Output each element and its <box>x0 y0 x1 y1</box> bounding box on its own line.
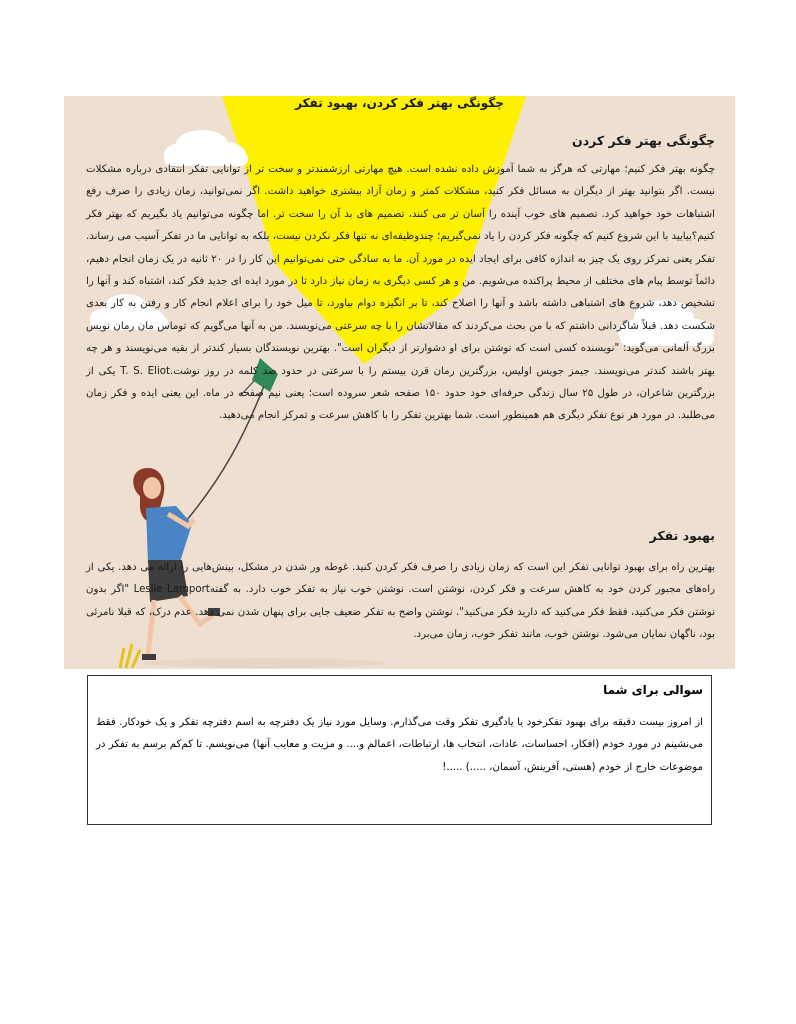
article-panel <box>64 96 735 669</box>
article-text <box>64 96 735 669</box>
question-heading: سوالی برای شما <box>603 683 703 697</box>
page-title: چگونگی بهتر فکر کردن، بهبود تفکر <box>295 96 504 110</box>
question-paragraph: از امروز بیست دقیقه برای بهبود تفکرخود یا یادگیری تفکر وقت می‌گذارم. وسایل مورد نیاز یک دفترچه به اسم دفترچه تفکر و یک خودکار. فقط می‌نشینم در مورد خودم (افکار، احساسات، عادات، انتخاب ها، ارتباطات، اعمالم و.... و مزیت و معایب آنها) می‌نویسم. تا کم‌کم برسم به تفکر در موضوعات خارج از خودم (هستی، آفرینش، آسمان، .....) .....! <box>96 717 703 773</box>
question-box <box>87 675 712 825</box>
section-heading: بهبود تفکر <box>649 528 715 543</box>
section-paragraph: چگونه بهتر فکر کنیم؛ مهارتی که هرگز به شما آموزش داده نشده است. هیچ مهارتی ارزشمندتر و سخت تر از توانایی تفکر انتقادی درباره مشکلات نیست. اگر بتوانید بهتر از دیگران به مسائل فکر کنید، مشکلات کمتر و زمان آزاد بیشتری خواهید داشت. اگر نمی‌توانید، زمان زیادی را صرف رفع اشتباهات خود خواهید کرد. تصمیم های خوب آینده را آسان تر می کنند، تصمیم های بد آن را سخت تر. اما چگونه می‌توانیم یاد بگیریم که بهتر فکر کنیم؟بیایید با این شروع کنیم که چگونه فکر کردن را یاد نمی‌گیریم؛ چندوظیفه‌ای نه تنها فکر نکردن نیست، بلکه به توانایی ما در تفکر آسیب می رساند. تفکر یعنی تمرکز روی یک چیز به اندازه کافی برای ایجاد ایده در مورد آن. ما به سادگی حتی نمی‌توانیم این کار را در ۲۰ ثانیه در یک زمان انجام دهیم، دائماً توسط پیام های مختلف از محیط پراکنده می‌شویم. من و هر کسی دیگری به زمان نیاز دارد تا در مورد ایده ای جدید فکر کند، اشتباه کند و آنها را تشخیص دهد، شروع های اشتباهی داشته باشد و آنها را اصلاح کند، تا بر انگیزه دوام بیاورد، تا میل خود را برای اعلام انجام کار و رفتن به کار بعدی شکست دهد. قبلاً شاگردانی داشتم که با من بحث می‌کردند که مقالاتشان را با چه سرعتی می‌نویسند. من به آنها می‌گویم که توماس مان رمان نویس بزرگ آلمانی می‌گوید: "نویسنده کسی است که نوشتن برای او دشوارتر از دیگران است". بهترین نویسندگان بسیار کندتر از بقیه می‌نویسند و هر چه بهتر باشند کندتر می‌نویسند. جیمز جویس اولیس، بزرگترین رمان قرن بیستم را با سرعتی در حدود صد کلمه در روز نوشت.T. S. Eliot یکی از بزرگترین شاعران، در طول ۲۵ سال زندگی حرفه‌ای خود حدود ۱۵۰ صفحه شعر سروده است؛ یعنی نیم صفحه در ماه. این یعنی ایده و فکر زمان می‌طلبد. در مورد هر نوع تفکر دیگری هم همینطور است. شما بهترین تفکر را با کاهش سرعت و تمرکز انجام می‌دهید. <box>86 164 716 422</box>
section-paragraph: بهترین راه برای بهبود توانایی تفکر این است که زمان زیادی را صرف فکر کردن کنید. غوطه ور شدن در مشکل، بینش‌هایی را ارائه می دهد. یکی از راه‌های مجبور کردن خود به کاهش سرعت و فکر کردن، نوشتن است. نوشتن خوب نیاز به تفکر خوب دارد. به گفتهLeslie Lamport "اگر بدون نوشتن فکر می‌کنید، فقط فکر می‌کنید که دارید فکر می‌کنید". نوشتن واضح به تفکر ضعیف جایی برای پنهان شدن نمی دهد. عدم درک، که قبلا نامرئی بود، ناگهان نمایان می‌شود. نوشتن خوب، مانند تفکر خوب، زمان می‌برد. <box>86 562 716 641</box>
section-heading: چگونگی بهتر فکر کردن <box>572 133 715 148</box>
